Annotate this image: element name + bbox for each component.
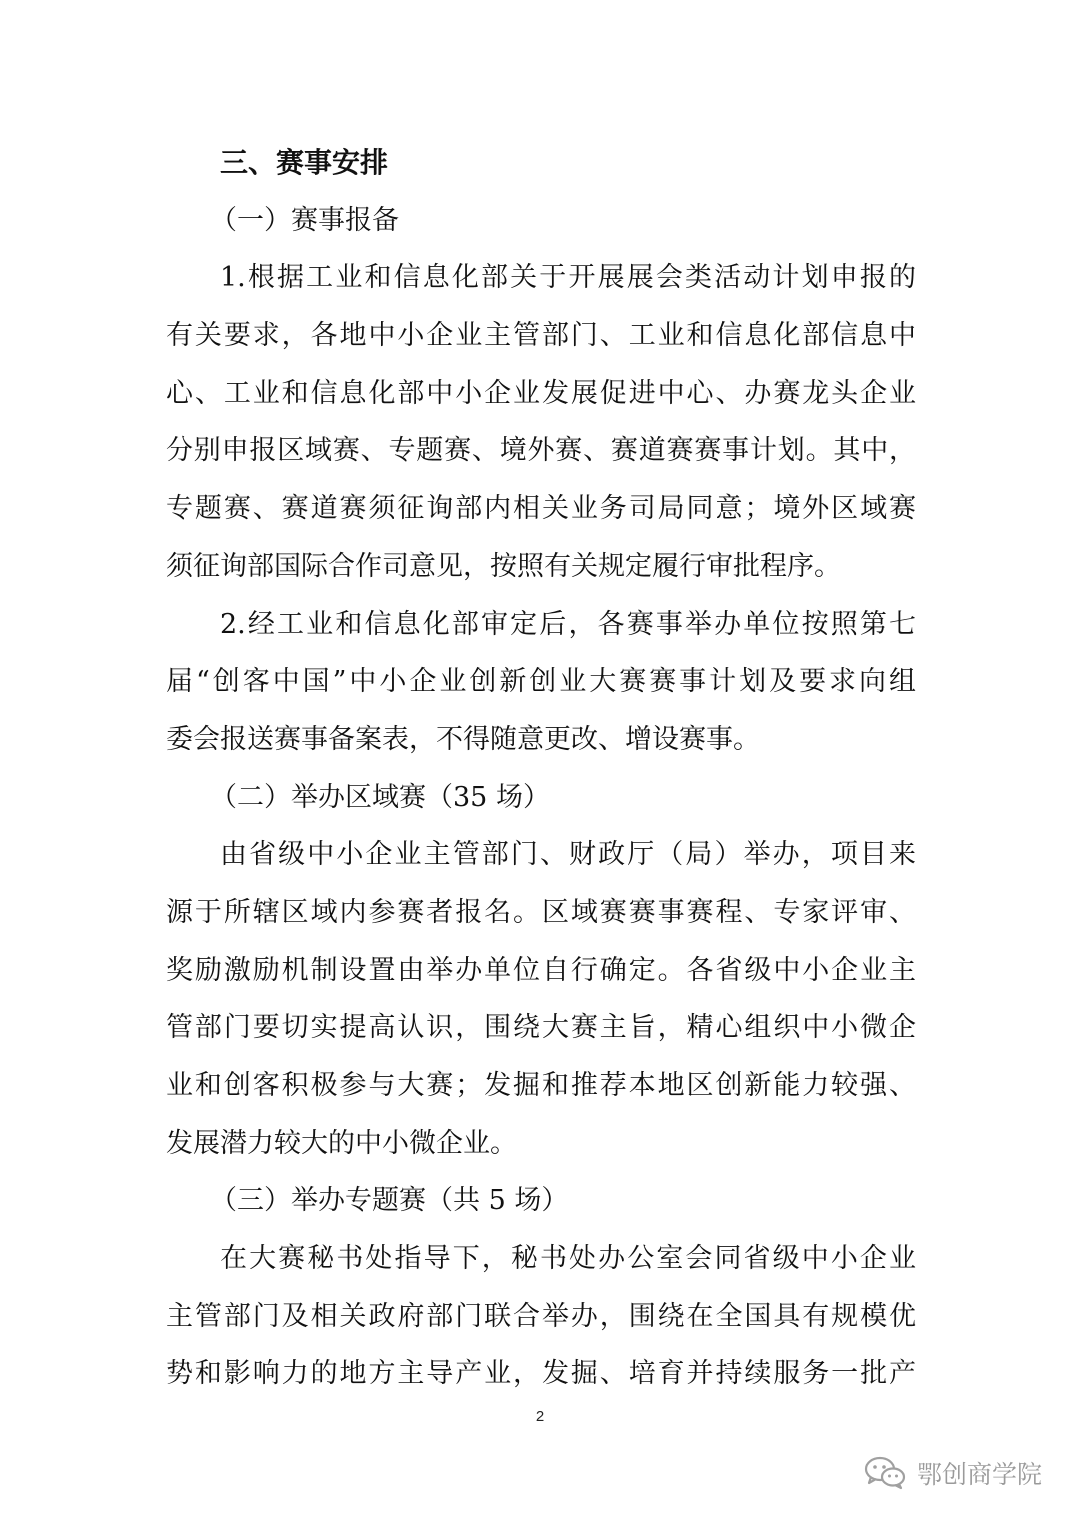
paragraph-line: 奖励激励机制设置由举办单位自行确定。各省级中小企业主 <box>166 954 916 986</box>
paragraph-line: 由省级中小企业主管部门、财政厅（局）举办，项目来 <box>220 839 916 871</box>
section-heading: 三、赛事安排 <box>220 146 389 179</box>
paragraph-line: 须征询部国际合作司意见，按照有关规定履行审批程序。 <box>166 550 841 582</box>
paragraph-line: 届“创客中国”中小企业创新创业大赛赛事计划及要求向组 <box>166 666 916 698</box>
paragraph-line: 分别申报区域赛、专题赛、境外赛、赛道赛赛事计划。其中， <box>166 435 916 467</box>
paragraph-line: 委会报送赛事备案表，不得随意更改、增设赛事。 <box>166 723 760 755</box>
paragraph-line: 主管部门及相关政府部门联合举办，围绕在全国具有规模优 <box>166 1300 916 1332</box>
paragraph-line: 业和创客积极参与大赛；发掘和推荐本地区创新能力较强、 <box>166 1070 916 1101</box>
paragraph-line: 在大赛秘书处指导下，秘书处办公室会同省级中小企业 <box>220 1243 916 1275</box>
paragraph-line: 有关要求，各地中小企业主管部门、工业和信息化部信息中 <box>166 320 916 352</box>
subsection-heading-1: （一）赛事报备 <box>210 204 399 236</box>
paragraph-line: 心、工业和信息化部中小企业发展促进中心、办赛龙头企业 <box>166 377 916 409</box>
paragraph-line: 2.经工业和信息化部审定后，各赛事举办单位按照第七 <box>220 608 916 640</box>
paragraph-line: 1.根据工业和信息化部关于开展展会类活动计划申报的 <box>220 262 916 294</box>
paragraph-line: 源于所辖区域内参赛者报名。区域赛赛事赛程、专家评审、 <box>166 896 916 928</box>
wechat-icon <box>863 1455 907 1491</box>
page-number: 2 <box>535 1408 545 1425</box>
watermark-text: 鄂创商学院 <box>916 1460 1042 1489</box>
document-body <box>166 134 916 1403</box>
paragraph-line: 发展潜力较大的中小微企业。 <box>166 1127 517 1159</box>
subsection-heading-3: （三）举办专题赛（共 5 场） <box>210 1185 569 1217</box>
paragraph-line: 管部门要切实提高认识，围绕大赛主旨，精心组织中小微企 <box>166 1012 916 1044</box>
paragraph-line: 专题赛、赛道赛须征询部内相关业务司局同意；境外区域赛 <box>166 493 916 525</box>
watermark <box>863 1455 1042 1491</box>
paragraph-line: 势和影响力的地方主导产业，发掘、培育并持续服务一批产 <box>166 1358 916 1390</box>
subsection-heading-2: （二）举办区域赛（35 场） <box>210 781 550 813</box>
